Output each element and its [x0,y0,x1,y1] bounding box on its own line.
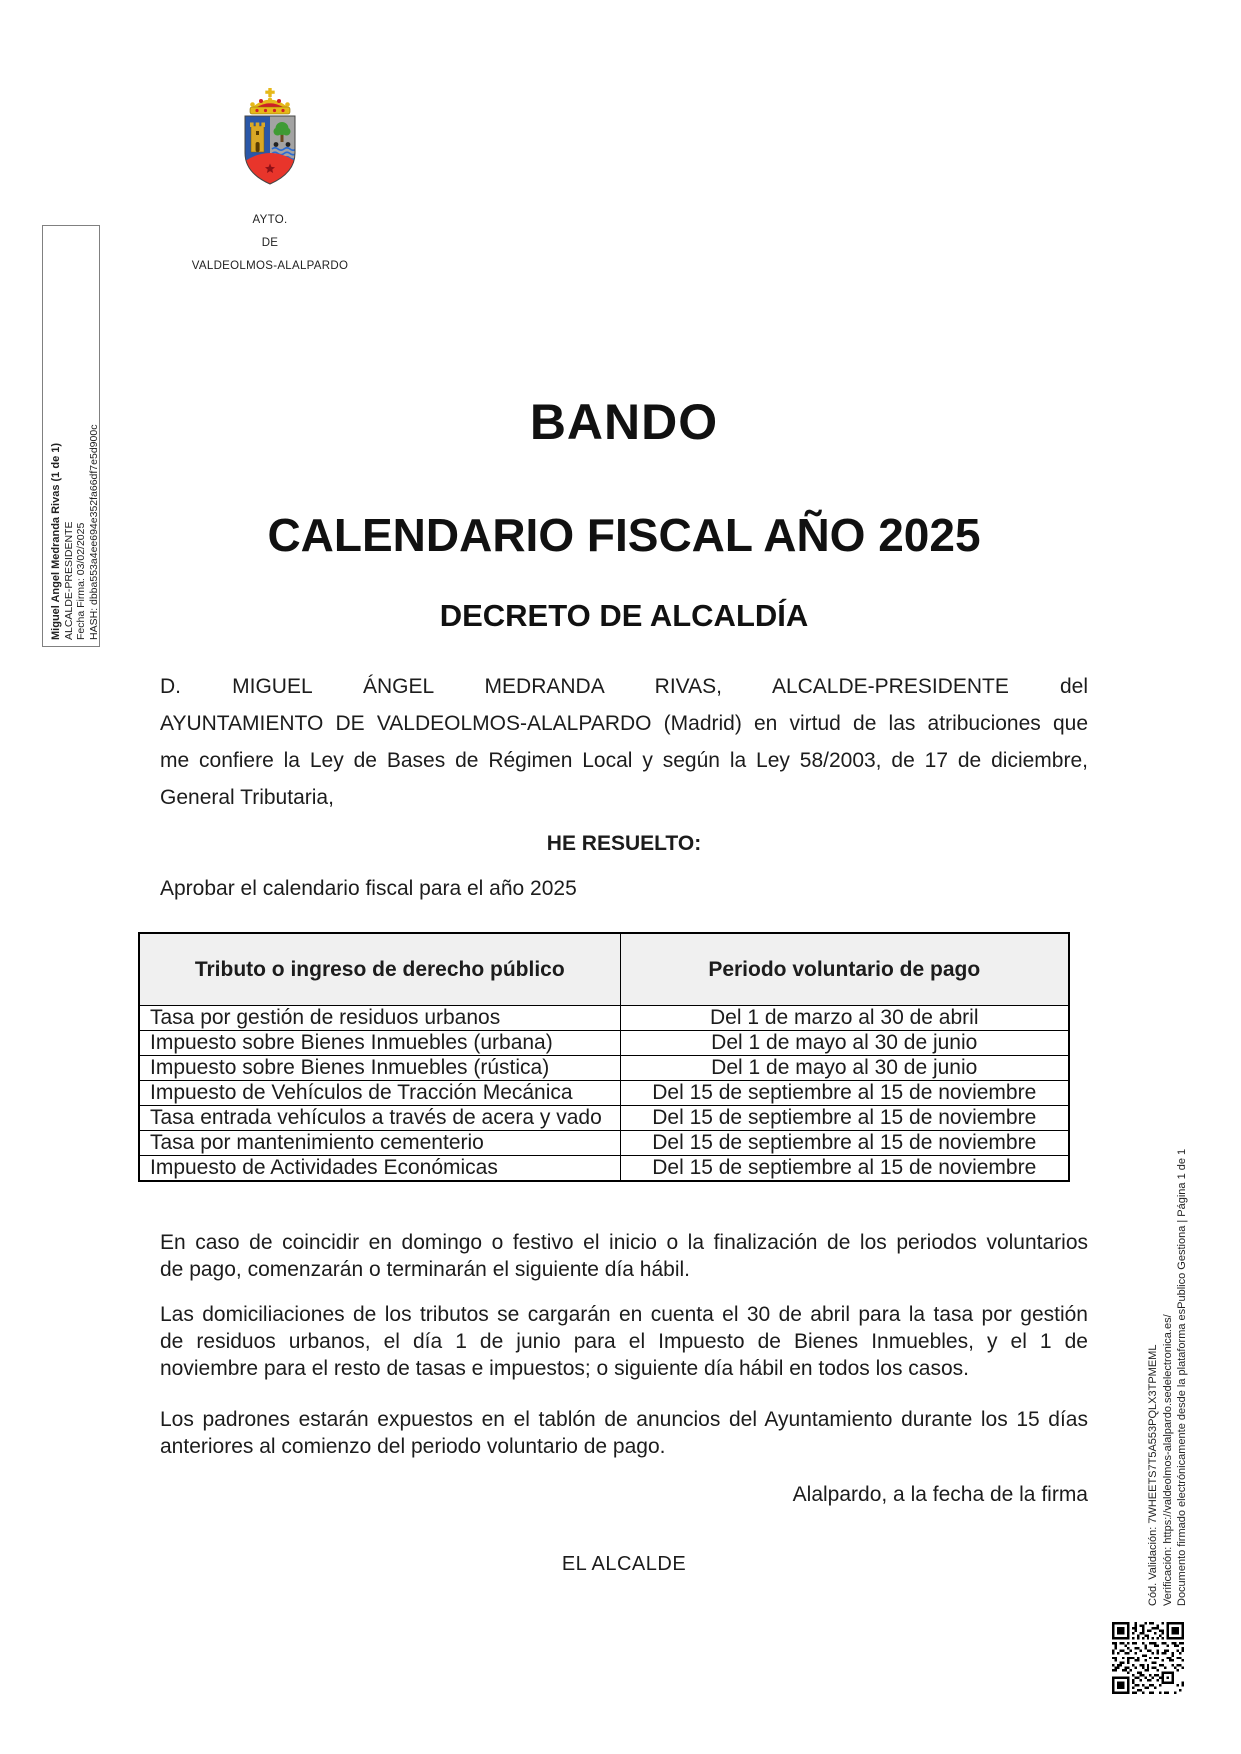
note-paragraph-holidays [160,1229,1088,1283]
municipality-logo [185,86,355,278]
table-row [139,1106,1069,1131]
tribute-cell: Impuesto sobre Bienes Inmuebles (rústica) [139,1056,620,1081]
paragraph-line: de pago, comenzarán o terminarán el siguiente día hábil. [160,1258,691,1281]
period-cell: Del 15 de septiembre al 15 de noviembre [620,1081,1069,1106]
paragraph-line: General Tributaria, [160,786,334,809]
table-row [139,1131,1069,1156]
paragraph-line: En caso de coincidir en domingo o festivo el inicio o la finalización de los periodos voluntarios [160,1231,1088,1254]
note-paragraph-direct-debits [160,1301,1088,1382]
paragraph-line: de residuos urbanos, el día 1 de junio para el Impuesto de Bienes Inmuebles, y el 1 de [160,1330,1088,1353]
paragraph-line: noviembre para el resto de tasas e impuestos; o siguiente día hábil en todos los casos. [160,1357,969,1380]
tribute-cell: Impuesto de Actividades Económicas [139,1156,620,1182]
column-header-period: Periodo voluntario de pago [620,933,1069,1006]
signer-title: EL ALCALDE [561,1553,687,1575]
signer-role: ALCALDE-PRESIDENTE [62,521,75,640]
period-cell: Del 15 de septiembre al 15 de noviembre [620,1106,1069,1131]
org-name-line: VALDEOLMOS-ALALPARDO [191,260,349,272]
resolution-heading: HE RESUELTO: [546,832,702,855]
paragraph-line: me confiere la Ley de Bases de Régimen Local y según la Ley 58/2003, de 17 de diciembre, [160,749,1088,772]
org-name-line: DE [261,237,279,249]
approval-line: Aprobar el calendario fiscal para el año 2025 [160,877,577,900]
org-name [185,209,355,278]
org-name-line: AYTO. [252,214,288,226]
paragraph-line: AYUNTAMIENTO DE VALDEOLMOS-ALALPARDO (Madrid) en virtud de las atribuciones que [160,712,1088,735]
platform-page-info: Documento firmado electrónicamente desde la plataforma esPublico Gestiona | Página 1 de 1 [1176,1148,1188,1606]
coat-of-arms-icon [241,86,299,188]
paragraph-line: Las domiciliaciones de los tributos se cargarán en cuenta el 30 de abril para la tasa por gestión [160,1303,1088,1326]
table-row [139,1031,1069,1056]
qr-code-icon [1112,1622,1184,1694]
table-row [139,1156,1069,1182]
paragraph-line: anteriores al comienzo del periodo voluntario de pago. [160,1435,666,1458]
place-and-date-line: Alalpardo, a la fecha de la firma [792,1483,1088,1506]
note-paragraph-census [160,1406,1088,1460]
signature-hash: HASH: dbba553a4ee694e352fa66df7e5d900c [87,424,100,640]
tribute-cell: Tasa por mantenimiento cementerio [139,1131,620,1156]
table-row [139,1081,1069,1106]
table-header-row [139,933,1069,1006]
document-title: BANDO [529,394,719,450]
intro-paragraph [160,668,1088,816]
table-row [139,1006,1069,1031]
period-cell: Del 15 de septiembre al 15 de noviembre [620,1131,1069,1156]
signer-name: Miguel Angel Medranda Rivas (1 de 1) [50,442,62,640]
tribute-cell: Impuesto sobre Bienes Inmuebles (urbana) [139,1031,620,1056]
period-cell: Del 1 de marzo al 30 de abril [620,1006,1069,1031]
period-cell: Del 15 de septiembre al 15 de noviembre [620,1156,1069,1182]
document-subtitle: CALENDARIO FISCAL AÑO 2025 [267,509,981,561]
column-header-tribute: Tributo o ingreso de derecho público [139,933,620,1006]
table-row [139,1056,1069,1081]
tribute-cell: Impuesto de Vehículos de Tracción Mecánica [139,1081,620,1106]
signature-stamp-text [50,232,98,640]
tribute-cell: Tasa por gestión de residuos urbanos [139,1006,620,1031]
validation-margin-text [1146,1086,1192,1606]
verification-url: Verificación: https://valdeolmos-alalpardo.sedelectronica.es/ [1161,1314,1174,1606]
paragraph-line: Los padrones estarán expuestos en el tablón de anuncios del Ayuntamiento durante los 15 días [160,1408,1088,1431]
signature-date: Fecha Firma: 03/02/2025 [75,522,87,640]
fiscal-calendar-table [138,932,1070,1182]
paragraph-line: D. MIGUEL ÁNGEL MEDRANDA RIVAS, ALCALDE-PRESIDENTE del [160,675,1088,698]
period-cell: Del 1 de mayo al 30 de junio [620,1031,1069,1056]
validation-code: Cód. Validación: 7WHEETS7T5A553PQLX3TPMEML [1147,1344,1159,1606]
section-heading: DECRETO DE ALCALDÍA [439,598,809,633]
period-cell: Del 1 de mayo al 30 de junio [620,1056,1069,1081]
tribute-cell: Tasa entrada vehículos a través de acera y vado [139,1106,620,1131]
